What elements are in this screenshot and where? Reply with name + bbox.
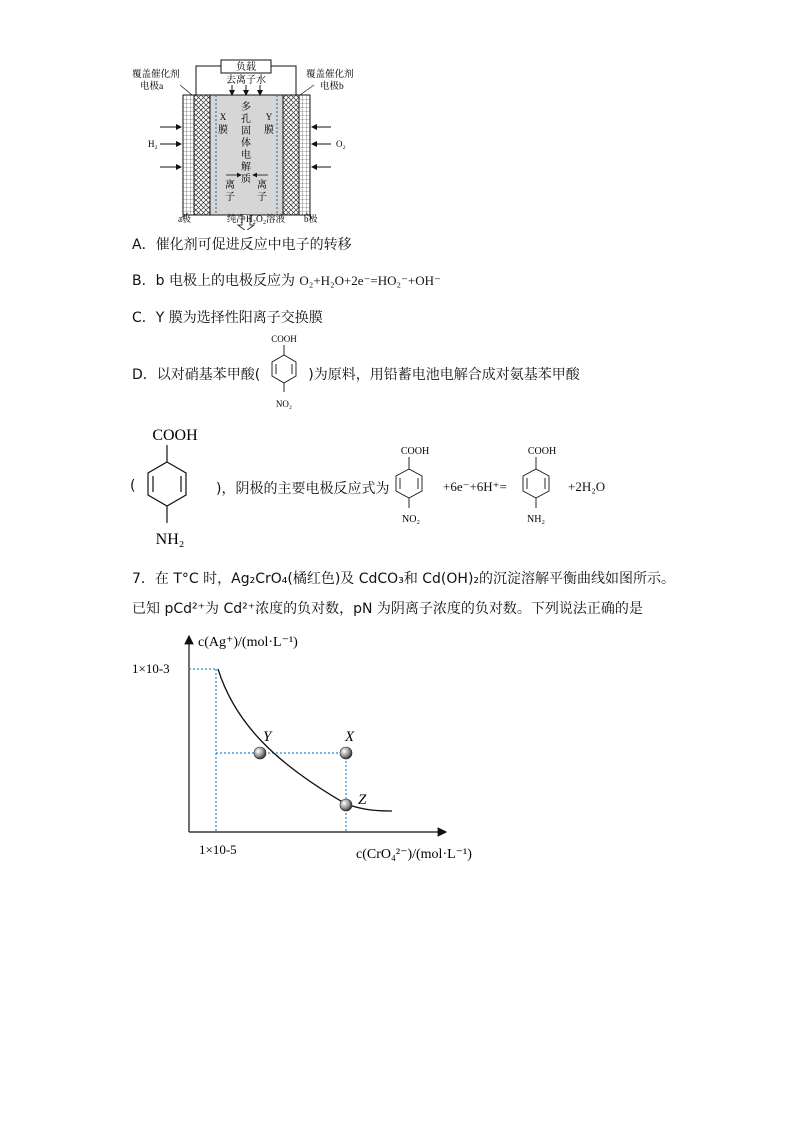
point-y [254, 747, 266, 759]
product-label: 纯净H₂O₂溶液 [226, 215, 286, 225]
point-z-label: Z [358, 792, 367, 808]
right-cover-label-1: 覆盖催化剂 [306, 70, 354, 80]
ion-left-2: 子 [225, 192, 235, 203]
nitrobenzoic-acid-structure-equation [385, 440, 445, 530]
ion-right-2: 子 [257, 192, 267, 203]
no2-label: NO₂ [275, 399, 293, 409]
electrolyte-char-1: 多 [241, 102, 251, 113]
point-y-label: Y [263, 729, 272, 745]
ion-left-1: 离 [225, 180, 235, 191]
load-label: 负载 [236, 62, 256, 73]
left-cover-label-2: 电极a [140, 82, 164, 92]
h2-label: H₂ [148, 139, 158, 149]
equation-end: +2H₂O [568, 479, 606, 494]
option-d-suffix: )为原料，用铅蓄电池电解合成对氨基苯甲酸 [308, 367, 580, 383]
nh2-label: NH₂ [155, 531, 185, 548]
option-d-open-paren: ( [130, 478, 136, 494]
y-membrane-label-1: Y [265, 112, 273, 122]
electrolyte-char-7: 质 [241, 174, 251, 185]
electrode-b-grid [299, 95, 310, 215]
question7-line1: 7．在 T°C 时，Ag₂CrO₄(橘红色)及 CdCO₃和 Cd(OH)₂的沉淀溶解平衡曲线如图所示。 [132, 571, 676, 587]
no2-label: NO₂ [402, 514, 420, 525]
option-d-prefix: D．以对硝基苯甲酸( [132, 367, 261, 383]
electrolyte-char-4: 体 [241, 138, 251, 149]
option-b-prefix: B．b 电极上的电极反应为 [132, 273, 300, 289]
b-pole-label: b极 [304, 214, 318, 224]
x-membrane-label-2: 膜 [218, 125, 228, 136]
point-x-label: X [345, 729, 355, 745]
question7-line2: 已知 pCd²⁺为 Cd²⁺浓度的负对数，pN 为阴离子浓度的负对数。下列说法正确的是 [132, 601, 643, 617]
electrolyte-char-5: 电 [241, 150, 251, 161]
ion-right-1: 离 [257, 180, 267, 191]
option-a: A．催化剂可促进反应中电子的转移 [132, 237, 352, 253]
option-b-equation: O₂+H₂O+2e⁻=HO₂⁻+OH⁻ [299, 273, 441, 288]
aminobenzoic-acid-structure-equation [512, 440, 572, 530]
electrode-a-grid [183, 95, 194, 215]
right-cover-label-2: 电极b [320, 82, 344, 92]
cooh-label: COOH [271, 334, 297, 344]
a-pole-label: a极 [178, 214, 191, 224]
y-axis-label: c(Ag⁺)/(mol·L⁻¹) [198, 635, 298, 650]
electrolysis-cell-diagram [126, 55, 376, 230]
left-cover-label-1: 覆盖催化剂 [132, 70, 180, 80]
electrolyte-char-2: 孔 [241, 114, 251, 125]
aminobenzoic-acid-structure-large [130, 420, 220, 555]
option-d-line2: )，阴极的主要电极反应式为 [216, 481, 390, 497]
point-z [340, 799, 352, 811]
nh2-label: NH₂ [527, 514, 545, 525]
y-tick-label: 1×10-3 [132, 661, 170, 676]
option-d [132, 364, 580, 384]
option-b [132, 270, 441, 290]
electrolyte-char-6: 解 [241, 162, 251, 173]
equilibrium-curve [218, 669, 392, 811]
x-axis-label: c(CrO₄²⁻)/(mol·L⁻¹) [356, 847, 472, 862]
point-x [340, 747, 352, 759]
cooh-label: COOH [527, 446, 557, 457]
equation-middle: +6e⁻+6H⁺= [443, 479, 507, 494]
o2-label: O₂ [336, 139, 346, 149]
solubility-chart [130, 628, 500, 868]
deion-water-label: 去离子水 [226, 75, 266, 86]
nitrobenzoic-acid-structure-small [258, 330, 308, 416]
cooh-label: COOH [152, 427, 198, 444]
electrode-b-catalyst [283, 95, 299, 215]
x-tick-label: 1×10-5 [199, 842, 237, 857]
option-c: C．Y 膜为选择性阳离子交换膜 [132, 310, 323, 326]
electrode-a-catalyst [194, 95, 210, 215]
cooh-label: COOH [400, 446, 430, 457]
y-membrane-label-2: 膜 [264, 125, 274, 136]
x-membrane-label-1: X [219, 112, 227, 122]
electrolyte-char-3: 固 [241, 126, 251, 137]
